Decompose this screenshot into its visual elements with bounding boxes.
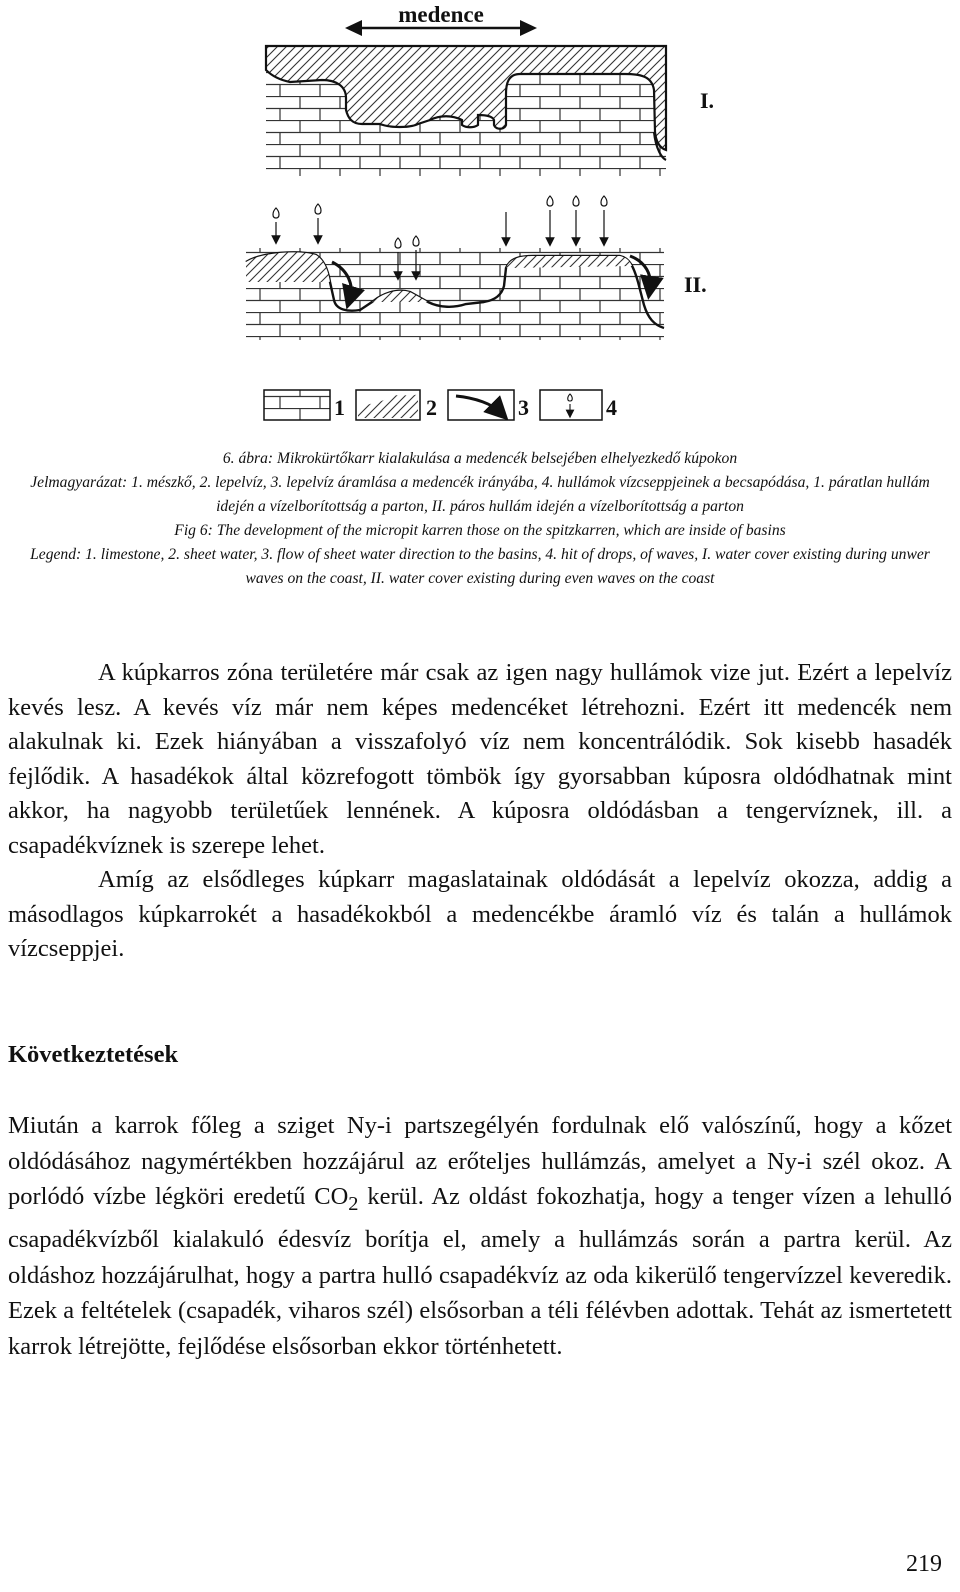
paragraph-1: A kúpkarros zóna területére már csak az igen nagy hullámok vize jut. Ezért a lepelvíz kevés lesz. A kevés víz már nem képes medencéket létrehozni. Ezért itt medencék nem alakulnak ki. Ezek hiányában a visszafolyó víz nem koncentrálódik. Sok kisebb hasadék fejlődik. A hasadékok által közrefogott tömbök így gyorsabban kúposra oldódhatnak mint akkor, ha nagyobb területűek lennének. A kúposra oldódásban a tengervíznek, ill. a csapadékvíznek is szerepe lehet. [8, 659, 952, 859]
legend-3-label: 3 [518, 395, 529, 420]
paragraph-2: Amíg az elsődleges kúpkarr magaslatainak oldódását a lepelvíz okozza, addig a másodlagos kúpkarrokét a hasadékokból a medencékbe áramló víz és talán a hullámok vízcseppjei. [8, 866, 952, 962]
caption-title: 6. ábra: Mikrokürtőkarr kialakulása a medencék belsejében elhelyezkedő kúpokon [222, 450, 738, 467]
figure-caption [20, 447, 940, 591]
page-number: 219 [906, 1551, 942, 1577]
basin-title [345, 2, 537, 36]
profile-one [266, 46, 714, 176]
legend-4-label: 4 [606, 395, 617, 420]
conclusion-paragraph [8, 1108, 952, 1364]
profile-two [246, 196, 707, 340]
section-heading: Következtetések [8, 1041, 179, 1068]
caption-legend-hu: Jelmagyarázat: 1. mészkő, 2. lepelvíz, 3. lepelvíz áramlása a medencék irányába, 4. hullámok vízcseppjeinek a becsapódása, 1. páratlan hullám idején a vízelborítottság a parton, II. páros hullám idején a vízelborítottság a parton [30, 474, 930, 515]
conclusion-part-2: kerül. Az oldást fokozhatja, hogy a tenger vízen a lehulló csapadékvízből kialakuló édesvíz borítja el, amely a hullámzás során a partra kerül. Az oldáshoz hozzájárulhat, hogy a partra hulló csapadékvíz az oda kikerülő tengervízzel keveredik. Ezek a feltételek (csapadék, viharos szél) elsősorban a téli félévben adottak. Tehát az ismertetett karrok létrejötte, fejlődése elsősorban ekkor történhetett. [8, 1183, 952, 1360]
profile-one-label: I. [700, 88, 715, 113]
profile-two-label: II. [684, 272, 707, 297]
co2-subscript: 2 [348, 1192, 359, 1215]
legend-1-label: 1 [334, 395, 345, 420]
basin-label: medence [398, 2, 484, 27]
caption-title-en: Fig 6: The development of the micropit karren those on the spitzkarren, which are inside of basins [174, 522, 786, 539]
legend-2-label: 2 [426, 395, 437, 420]
conclusion-part-1: Miután a karrok főleg a sziget Ny-i partszegélyén fordulnak elő valószínű, hogy a kőzet oldódásához nagymértékben hozzájárul az erőteljes hullámzás, amelyet a Ny-i szél okoz. A porlódó vízbe légköri eredetű CO [8, 1112, 952, 1210]
body-text [8, 656, 952, 967]
legend [264, 390, 617, 420]
karren-diagram [0, 0, 960, 430]
caption-legend-en: Legend: 1. limestone, 2. sheet water, 3. flow of sheet water direction to the basins, 4. hit of drops, of waves, I. water cover existing during unwer waves on the coast, II. water cover existing during even waves on the coast [30, 546, 930, 587]
